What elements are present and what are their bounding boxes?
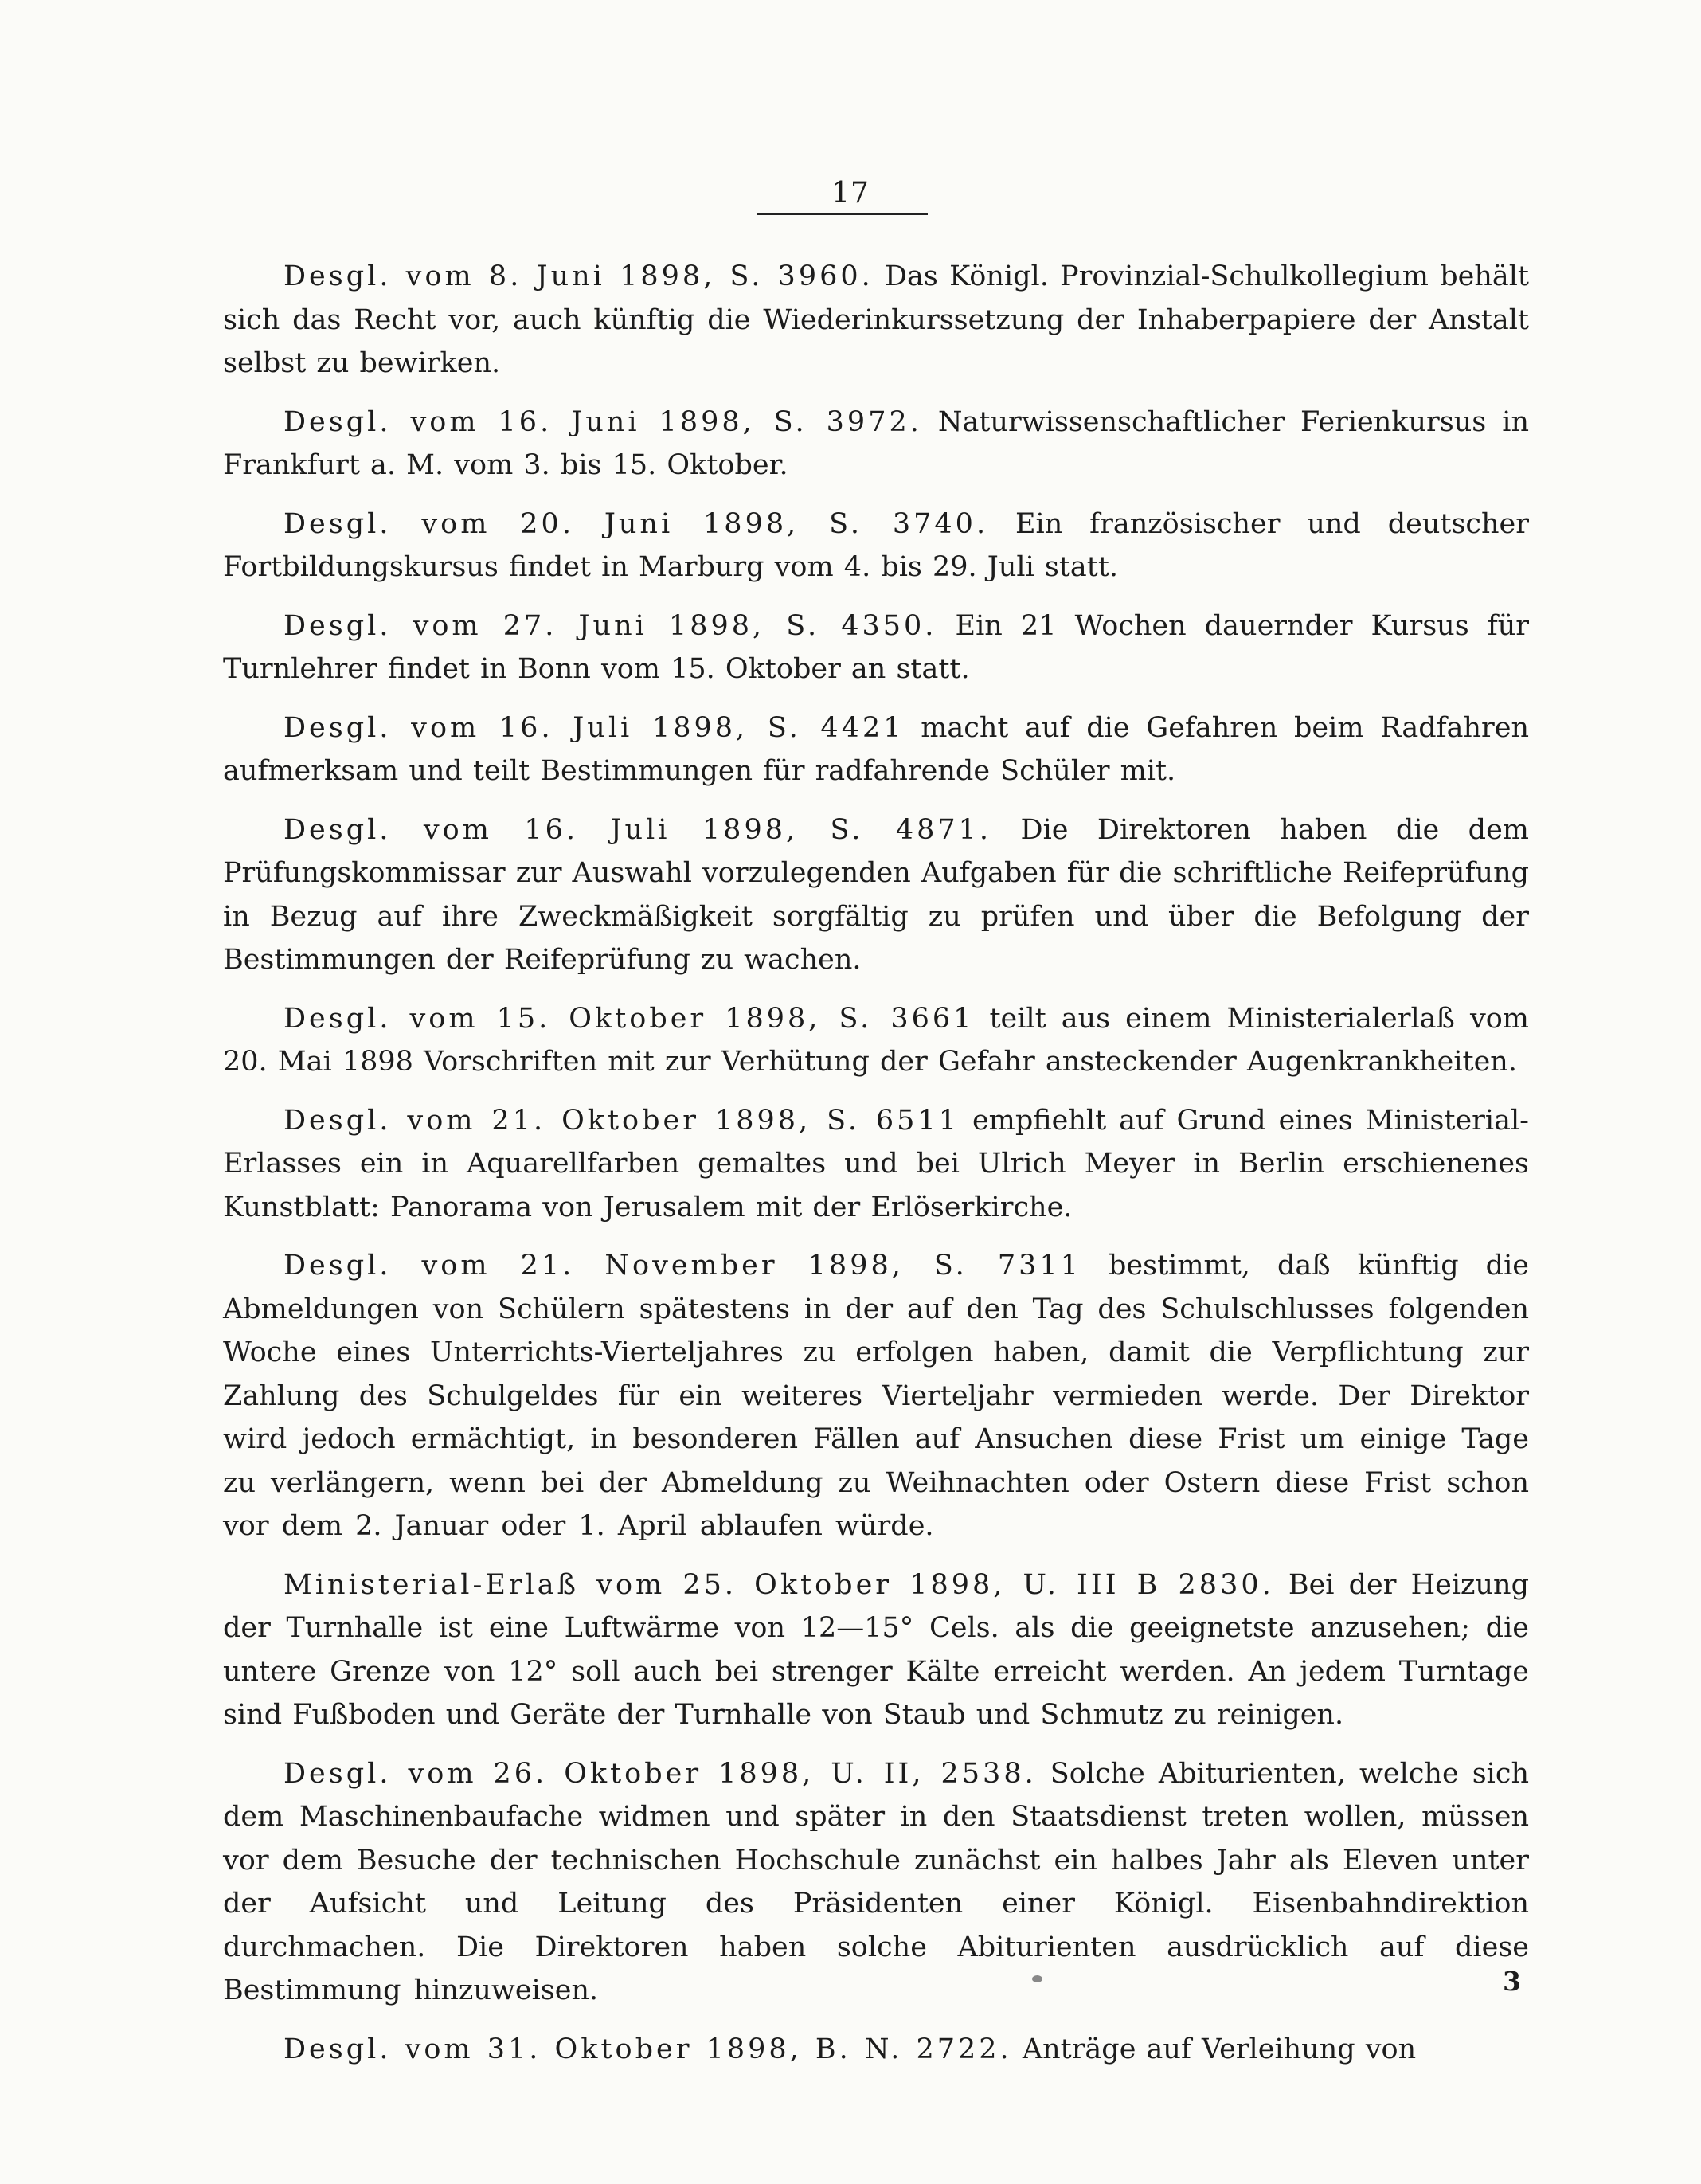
ink-spot-mark bbox=[1032, 1975, 1042, 1982]
paragraph-4 bbox=[223, 605, 1529, 691]
paragraph-5-lead: Desgl. vom 16. Juli 1898, S. 4421 bbox=[284, 711, 905, 744]
paragraph-3 bbox=[223, 503, 1529, 589]
paragraph-6 bbox=[223, 808, 1529, 982]
paragraph-6-text: Die Direktoren haben die dem Prüfungskommissar zur Auswahl vorzulegenden Aufgaben für die schriftliche Reifeprüfung in Bezug auf ihre Zweckmäßigkeit sorgfältig zu prüfen und über die Befolgung der Bestimmungen der Reifeprüfung zu wachen. bbox=[223, 813, 1530, 976]
paragraph-6-lead: Desgl. vom 16. Juli 1898, S. 4871. bbox=[284, 813, 992, 846]
paragraph-1-text: Das Königl. Provinzial-Schulkollegium behält sich das Recht vor, auch künftig die Wiederinkurssetzung der Inhaberpapiere der Anstalt selbst zu bewirken. bbox=[223, 260, 1529, 379]
paragraph-12-lead: Desgl. vom 31. Oktober 1898, B. N. 2722. bbox=[284, 2033, 1012, 2065]
paragraph-11-text: Solche Abiturienten, welche sich dem Maschinenbaufache widmen und später in den Staatsdienst treten wollen, müssen vor dem Besuche der technischen Hochschule zunächst ein halbes Jahr als Eleven unter der Aufsicht und Leitung des Präsidenten einer Königl. Eisenbahndirektion durchmachen. Die Direktoren haben solche Abiturienten ausdrücklich auf diese Bestimmung hinzuweisen. bbox=[223, 1757, 1529, 2006]
paragraph-10-lead: Ministerial-Erlaß vom 25. Oktober 1898, U. III B 2830. bbox=[284, 1568, 1274, 1601]
signature-mark: 3 bbox=[1503, 1966, 1521, 1997]
paragraph-7-text: teilt aus einem Ministerialerlaß vom 20. Mai 1898 Vorschriften mit zur Verhütung der Gefahr ansteckender Augenkrankheiten. bbox=[223, 1002, 1529, 1078]
paragraph-8-lead: Desgl. vom 21. Oktober 1898, S. 6511 bbox=[284, 1104, 960, 1137]
paragraph-8-text: empfiehlt auf Grund eines Ministerial-Erlasses ein in Aquarellfarben gemaltes und bei Ulrich Meyer in Berlin erschienenes Kunstblatt: Panorama von Jerusalem mit der Erlöserkirche. bbox=[223, 1104, 1529, 1223]
paragraph-9 bbox=[223, 1244, 1529, 1548]
paragraph-12 bbox=[223, 2028, 1529, 2072]
body-text bbox=[223, 255, 1529, 2086]
paragraph-1 bbox=[223, 255, 1529, 386]
paragraph-10-text: Bei der Heizung der Turnhalle ist eine Luftwärme von 12—15° Cels. als die geeignetste anzusehen; die untere Grenze von 12° soll auch bei strenger Kälte erreicht werden. An jedem Turntage sind Fußboden und Geräte der Turnhalle von Staub und Schmutz zu reinigen. bbox=[223, 1568, 1529, 1731]
paragraph-9-text: bestimmt, daß künftig die Abmeldungen von Schülern spätestens in der auf den Tag des Schulschlusses folgenden Woche eines Unterrichts-Vierteljahres zu erfolgen haben, damit die Verpflichtung zur Zahlung des Schulgeldes für ein weiteres Vierteljahr vermieden werde. Der Direktor wird jedoch ermächtigt, in besonderen Fällen auf Ansuchen diese Frist um einige Tage zu verlängern, wenn bei der Abmeldung zu Weihnachten oder Ostern diese Frist schon vor dem 2. Januar oder 1. April ablaufen würde. bbox=[223, 1250, 1529, 1542]
paragraph-7-lead: Desgl. vom 15. Oktober 1898, S. 3661 bbox=[284, 1002, 975, 1035]
paragraph-4-lead: Desgl. vom 27. Juni 1898, S. 4350. bbox=[284, 609, 937, 642]
paragraph-8 bbox=[223, 1099, 1529, 1230]
paragraph-5 bbox=[223, 706, 1529, 793]
page-number: 17 bbox=[831, 177, 870, 209]
paragraph-11-lead: Desgl. vom 26. Oktober 1898, U. II, 2538. bbox=[284, 1757, 1037, 1790]
paragraph-2-lead: Desgl. vom 16. Juni 1898, S. 3972. bbox=[284, 405, 922, 438]
paragraph-4-text: Ein 21 Wochen dauernder Kursus für Turnlehrer findet in Bonn vom 15. Oktober an statt. bbox=[223, 609, 1529, 685]
paragraph-11 bbox=[223, 1752, 1529, 2013]
paragraph-7 bbox=[223, 997, 1529, 1084]
paragraph-1-lead: Desgl. vom 8. Juni 1898, S. 3960. bbox=[284, 260, 874, 292]
paragraph-3-text: Ein französischer und deutscher Fortbildungskursus findet in Marburg vom 4. bis 29. Juli statt. bbox=[223, 507, 1530, 583]
paragraph-10 bbox=[223, 1564, 1529, 1737]
paragraph-2 bbox=[223, 401, 1529, 487]
header-rule bbox=[757, 213, 928, 215]
paragraph-2-text: Naturwissenschaftlicher Ferienkursus in Frankfurt a. M. vom 3. bis 15. Oktober. bbox=[223, 405, 1529, 481]
paragraph-12-text: Anträge auf Verleihung von bbox=[1011, 2033, 1417, 2065]
paragraph-3-lead: Desgl. vom 20. Juni 1898, S. 3740. bbox=[284, 507, 989, 540]
paragraph-9-lead: Desgl. vom 21. November 1898, S. 7311 bbox=[284, 1250, 1081, 1282]
paragraph-5-text: macht auf die Gefahren beim Radfahren aufmerksam und teilt Bestimmungen für radfahrende Schüler mit. bbox=[223, 711, 1529, 787]
